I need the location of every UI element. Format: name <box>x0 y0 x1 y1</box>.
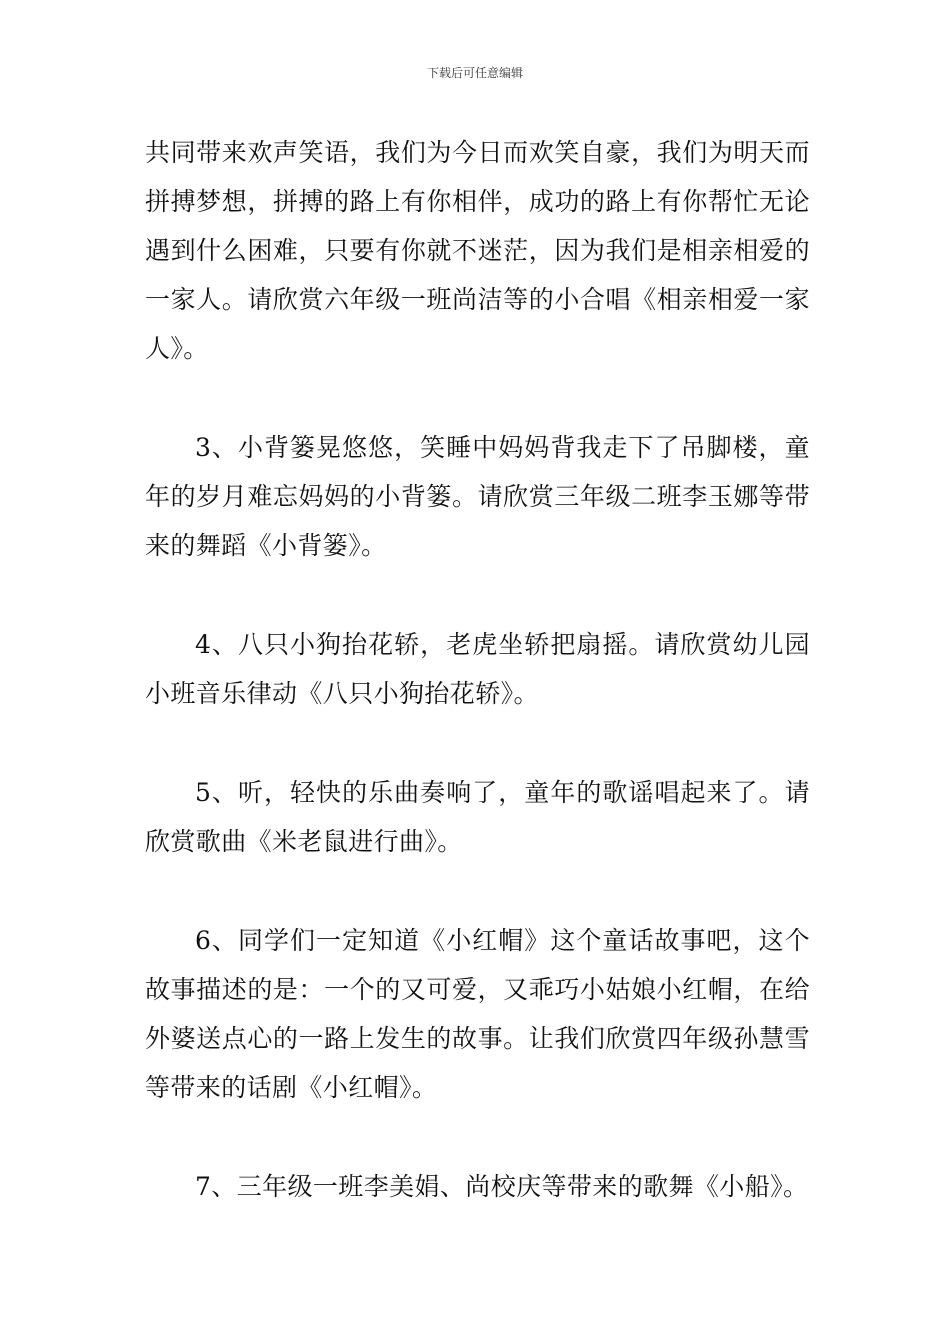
paragraph-gap <box>145 373 810 423</box>
paragraph-item-6: 6、同学们一定知道《小红帽》这个童话故事吧，这个故事描述的是：一个的又可爱，又乖巧小姑娘小红帽，在给外婆送点心的一路上发生的故事。让我们欣赏四年级孙慧雪等带来的话剧《小红帽》。 <box>145 926 810 1102</box>
page-header-note: 下载后可任意编辑 <box>426 66 523 80</box>
paragraph-item-4: 4、八只小狗抬花轿，老虎坐轿把扇摇。请欣赏幼儿园小班音乐律动《八只小狗抬花轿》。 <box>145 630 810 708</box>
paragraph-gap <box>145 570 810 620</box>
paragraph-item-7: 7、三年级一班李美娟、尚校庆等带来的歌舞《小船》。 <box>195 1172 809 1201</box>
paragraph-continuation: 共同带来欢声笑语，我们为今日而欢笑自豪，我们为明天而拼搏梦想，拼搏的路上有你相伴，成功的路上有你帮忙无论遇到什么困难，只要有你就不迷茫，因为我们是相亲相爱的一家人。请欣赏六年级一班尚洁等的小合唱《相亲相爱一家人》。 <box>145 138 810 363</box>
document-body <box>145 128 810 1211</box>
paragraph-item-3: 3、小背篓晃悠悠，笑睡中妈妈背我走下了吊脚楼，童年的岁月难忘妈妈的小背篓。请欣赏三年级二班李玉娜等带来的舞蹈《小背篓》。 <box>145 433 810 560</box>
paragraph-item-5: 5、听，轻快的乐曲奏响了，童年的歌谣唱起来了。请欣赏歌曲《米老鼠进行曲》。 <box>145 778 810 856</box>
paragraph-gap <box>145 718 810 768</box>
paragraph-gap <box>145 866 810 916</box>
paragraph-gap <box>145 1112 810 1162</box>
